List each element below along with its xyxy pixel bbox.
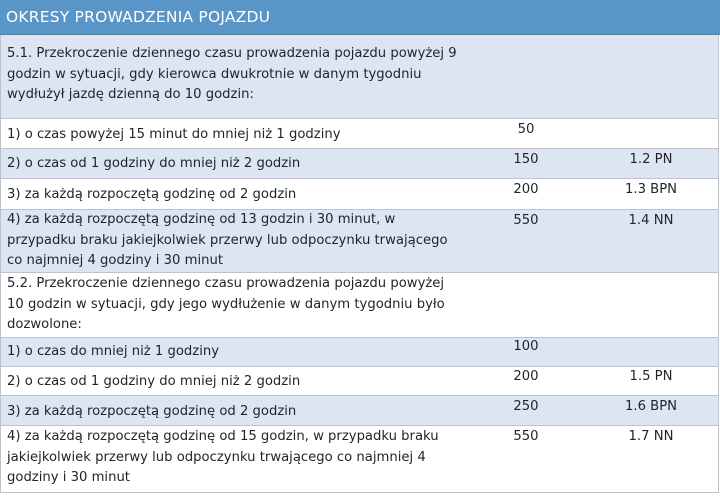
table-row	[0, 119, 719, 149]
row-points: 250	[513, 399, 539, 414]
row-code: 1.6 BPN	[624, 399, 678, 414]
row-points: 150	[513, 152, 539, 167]
row-description: 3) za każdą rozpoczętą godzinę od 2 godzin	[7, 187, 297, 202]
row-code: 1.7 NN	[628, 429, 674, 444]
table-row-section-5-1	[0, 35, 719, 119]
row-points: 550	[513, 213, 539, 228]
section-5-2-text: 5.2. Przekroczenie dziennego czasu prowadzenia pojazdu powyżej 10 godzin w sytuacji, gdy jego wydłużenie w danym tygodniu było dozwolone:	[7, 276, 445, 332]
row-code: 1.4 NN	[628, 213, 674, 228]
table-header: OKRESY PROWADZENIA POJAZDU	[0, 0, 720, 35]
row-description: 1) o czas do mniej niż 1 godziny	[7, 344, 220, 359]
table-row	[0, 338, 719, 367]
row-points: 50	[517, 122, 535, 137]
row-points: 100	[513, 339, 539, 354]
table-row	[0, 210, 719, 273]
table-row	[0, 179, 719, 210]
row-code: 1.2 PN	[629, 152, 673, 167]
row-points: 200	[513, 182, 539, 197]
row-code: 1.3 BPN	[624, 182, 678, 197]
row-description: 1) o czas powyżej 15 minut do mniej niż 1 godziny	[7, 127, 341, 142]
row-description: 2) o czas od 1 godziny do mniej niż 2 godzin	[7, 156, 301, 171]
row-description: 4) za każdą rozpoczętą godzinę od 15 godzin, w przypadku braku jakiejkolwiek przerwy lub odpoczynku trwającego co najmniej 4 godziny i 30 minut	[7, 429, 439, 485]
row-description: 4) za każdą rozpoczętą godzinę od 13 godzin i 30 minut, w przypadku braku jakiejkolwiek przerwy lub odpoczynku trwającego co najmniej 4 godziny i 30 minut	[7, 212, 448, 268]
row-points: 200	[513, 369, 539, 384]
table-row	[0, 426, 719, 493]
table-row-section-5-2	[0, 273, 719, 338]
table-row	[0, 367, 719, 396]
table-row	[0, 396, 719, 426]
row-description: 2) o czas od 1 godziny do mniej niż 2 godzin	[7, 374, 301, 389]
row-points: 550	[513, 429, 539, 444]
table-row	[0, 149, 719, 179]
row-description: 3) za każdą rozpoczętą godzinę od 2 godzin	[7, 404, 297, 419]
row-code: 1.5 PN	[629, 369, 673, 384]
section-5-1-text: 5.1. Przekroczenie dziennego czasu prowadzenia pojazdu powyżej 9 godzin w sytuacji, gdy kierowca dwukrotnie w danym tygodniu wydłużył jazdę dzienną do 10 godzin:	[7, 46, 457, 102]
